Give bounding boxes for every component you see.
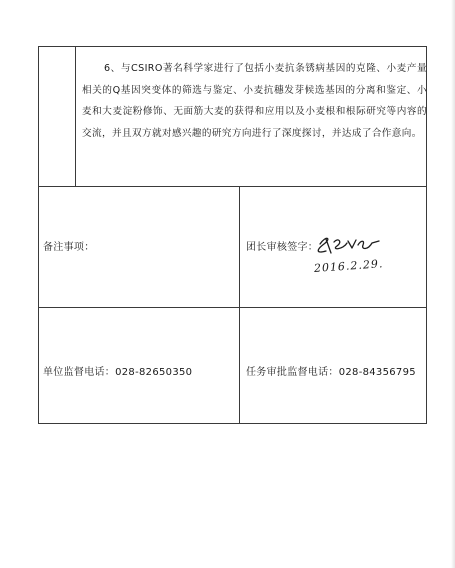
page-edge-shadow [451,0,455,568]
row-divider-content-end [38,186,427,187]
approval-supervision-phone-row [246,363,416,378]
row-divider-signature-end [38,307,427,308]
unit-supervision-label: 单位监督电话： [43,367,116,378]
leader-signature-date: 2016.2.29. [313,257,384,275]
item-6-paragraph: 6、与CSIRO著名科学家进行了包括小麦抗条锈病基因的克隆、小麦产量相关的Q基因突变体的筛选与鉴定、小麦抗穗发芽候选基因的分离和鉴定、小麦和大麦淀粉修饰、无面筋大麦的获得和应用以及小麦根和根际研究等内容的交流，并且双方就对感兴趣的研究方向进行了深度探讨，并达成了合作意向。 [82,63,427,139]
approval-supervision-label: 任务审批监督电话： [246,367,339,378]
unit-supervision-phone-row [43,363,192,378]
unit-supervision-phone: 028-82650350 [115,367,193,378]
center-column-divider [239,186,240,424]
approval-supervision-phone: 028-84356795 [338,367,416,378]
left-margin-column-divider [75,46,76,186]
leader-signature-label: 团长审核签字： [246,242,319,253]
remarks-label: 备注事项： [43,242,95,253]
leader-signature-image [312,232,384,258]
